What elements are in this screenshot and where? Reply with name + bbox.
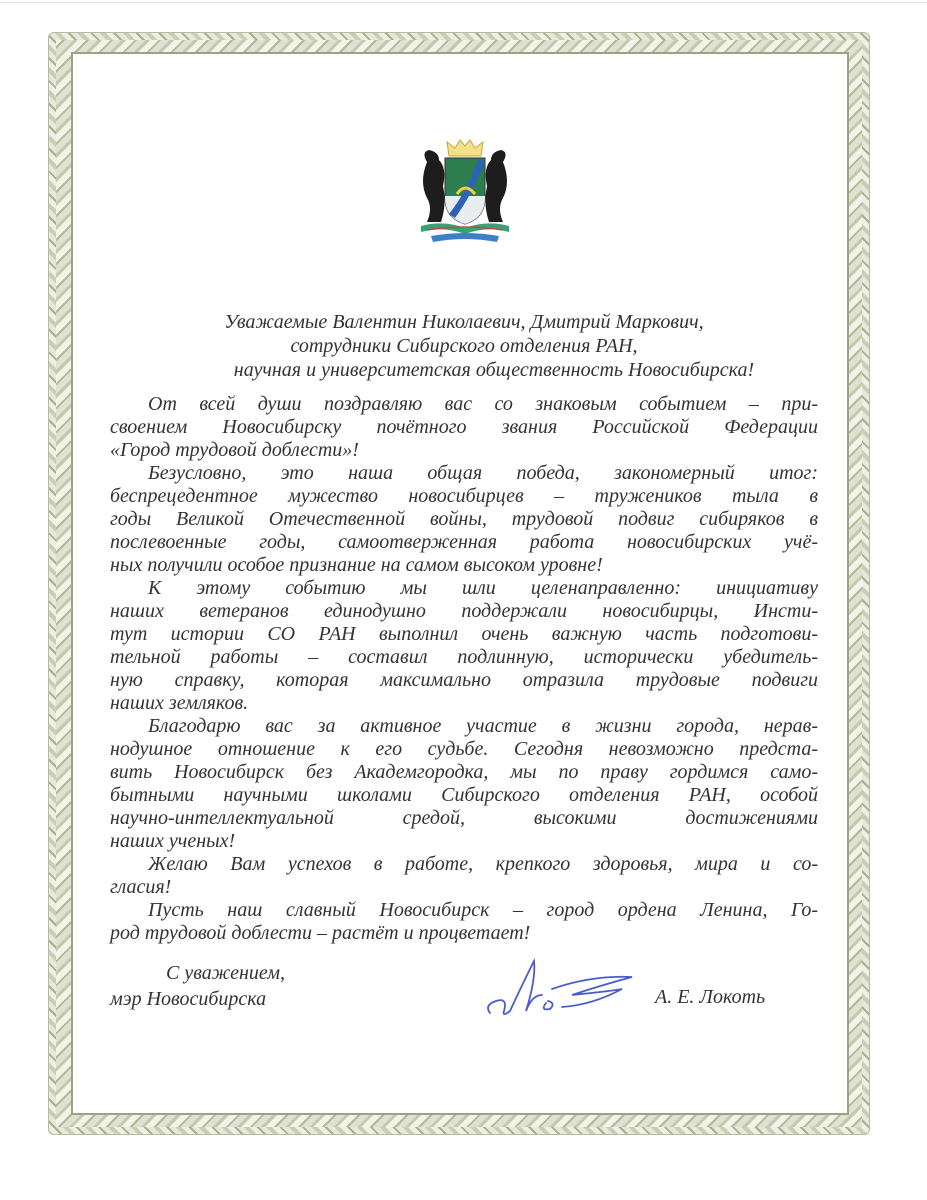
paragraph-line: нодушное отношение к его судьбе. Сегодня невозможно предста- xyxy=(110,738,818,760)
paragraph-line: Пусть наш славный Новосибирск – город ордена Ленина, Го- xyxy=(148,899,818,921)
closing xyxy=(110,960,285,1012)
paragraph-line: «Город трудовой доблести»! xyxy=(110,439,359,461)
paragraph-line: Желаю Вам успехов в работе, крепкого здоровья, мира и со- xyxy=(148,853,818,875)
paragraph xyxy=(110,715,818,853)
paragraph-line: род трудовой доблести – растёт и процветает! xyxy=(110,922,531,944)
paragraph-line: Благодарю вас за активное участие в жизни города, нерав- xyxy=(148,715,818,737)
paragraph-line: ных получили особое признание на самом высоком уровне! xyxy=(110,554,603,576)
paragraph-line: гласия! xyxy=(110,876,172,898)
paragraph-line: наших ученых! xyxy=(110,830,236,852)
paragraph-line: вить Новосибирск без Академгородка, мы по праву гордимся само- xyxy=(110,761,818,783)
salutation-line: сотрудники Сибирского отделения РАН, xyxy=(290,335,638,357)
paragraph xyxy=(110,393,818,462)
coat-of-arms-icon xyxy=(413,138,517,248)
paragraph xyxy=(110,462,818,577)
paragraph-line: ную справку, которая максимально отразила трудовые подвиги xyxy=(110,669,818,691)
paragraph xyxy=(110,853,818,899)
closing-title: мэр Новосибирска xyxy=(110,988,267,1010)
paragraph-line: бытными научными школами Сибирского отделения РАН, особой xyxy=(110,784,818,806)
paragraph-line: годы Великой Отечественной войны, трудовой подвиг сибиряков в xyxy=(110,508,818,530)
paragraph-line: научно-интеллектуальной средой, высокими достижениями xyxy=(110,807,818,829)
paragraph xyxy=(110,899,818,945)
signatory-name: А. Е. Локоть xyxy=(655,986,766,1008)
scan-edge-line xyxy=(0,2,927,3)
closing-regards: С уважением, xyxy=(166,962,286,984)
letter-body xyxy=(110,393,818,945)
salutation xyxy=(110,310,818,382)
paragraph-line: тельной работы – составил подлинную, исторически убедитель- xyxy=(110,646,818,668)
signature-icon xyxy=(482,955,647,1020)
paragraph-line: наших ветеранов единодушно поддержали новосибирцы, Инсти- xyxy=(110,600,818,622)
paragraph-line: послевоенные годы, самоотверженная работа новосибирских учё- xyxy=(110,531,818,553)
paragraph xyxy=(110,577,818,715)
paragraph-line: своением Новосибирску почётного звания Российской Федерации xyxy=(110,416,818,438)
paragraph-line: Безусловно, это наша общая победа, закономерный итог: xyxy=(148,462,818,484)
salutation-line: научная и университетская общественность Новосибирска! xyxy=(233,359,755,381)
salutation-line: Уважаемые Валентин Николаевич, Дмитрий Маркович, xyxy=(224,311,704,333)
paragraph-line: тут истории СО РАН выполнил очень важную часть подготови- xyxy=(110,623,818,645)
paragraph-line: беспрецедентное мужество новосибирцев – тружеников тыла в xyxy=(110,485,818,507)
paragraph-line: К этому событию мы шли целенаправленно: инициативу xyxy=(148,577,818,599)
paragraph-line: От всей души поздравляю вас со знаковым событием – при- xyxy=(148,393,818,415)
paragraph-line: наших земляков. xyxy=(110,692,249,714)
